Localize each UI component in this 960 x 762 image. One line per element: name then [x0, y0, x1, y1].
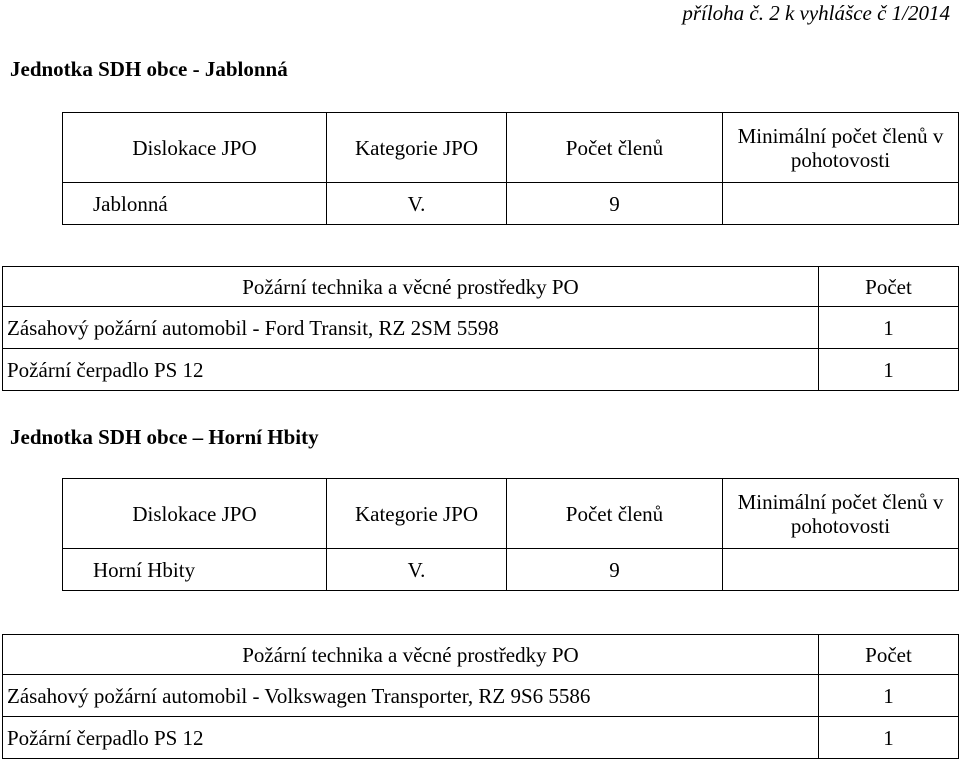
dislocation-table-jablonna — [62, 112, 959, 225]
cell-dislocation: Jablonná — [63, 183, 327, 225]
col-header-category: Kategorie JPO — [327, 479, 507, 549]
equipment-name: Zásahový požární automobil - Ford Transit, RZ 2SM 5598 — [3, 307, 819, 349]
cell-min-members — [723, 549, 959, 591]
col-header-category: Kategorie JPO — [327, 113, 507, 183]
equipment-name: Požární čerpadlo PS 12 — [3, 717, 819, 759]
equipment-count: 1 — [819, 307, 959, 349]
col-header-min-members: Minimální počet členů v pohotovosti — [723, 113, 959, 183]
equipment-name: Požární čerpadlo PS 12 — [3, 349, 819, 391]
equipment-count: 1 — [819, 717, 959, 759]
col-header-dislocation: Dislokace JPO — [63, 113, 327, 183]
unit-title-jablonna: Jednotka SDH obce - Jablonná — [10, 57, 288, 81]
equipment-table-horni-hbity — [2, 634, 959, 759]
unit-title-horni-hbity: Jednotka SDH obce – Horní Hbity — [10, 425, 319, 449]
col-header-min-members: Minimální počet členů v pohotovosti — [723, 479, 959, 549]
col-header-equipment: Požární technika a věcné prostředky PO — [3, 267, 819, 307]
col-header-dislocation: Dislokace JPO — [63, 479, 327, 549]
col-header-equipment: Požární technika a věcné prostředky PO — [3, 635, 819, 675]
dislocation-table-horni-hbity — [62, 478, 959, 591]
cell-members: 9 — [507, 183, 723, 225]
equipment-count: 1 — [819, 675, 959, 717]
col-header-members: Počet členů — [507, 113, 723, 183]
equipment-count: 1 — [819, 349, 959, 391]
table-row — [3, 307, 959, 349]
cell-members: 9 — [507, 549, 723, 591]
table-row — [3, 717, 959, 759]
col-header-count: Počet — [819, 267, 959, 307]
equipment-name: Zásahový požární automobil - Volkswagen Transporter, RZ 9S6 5586 — [3, 675, 819, 717]
cell-category: V. — [327, 183, 507, 225]
attachment-note: příloha č. 2 k vyhlášce č 1/2014 — [682, 1, 950, 25]
table-row — [3, 349, 959, 391]
cell-min-members — [723, 183, 959, 225]
cell-category: V. — [327, 549, 507, 591]
table-row — [3, 675, 959, 717]
equipment-table-jablonna — [2, 266, 959, 391]
col-header-members: Počet členů — [507, 479, 723, 549]
col-header-count: Počet — [819, 635, 959, 675]
cell-dislocation: Horní Hbity — [63, 549, 327, 591]
